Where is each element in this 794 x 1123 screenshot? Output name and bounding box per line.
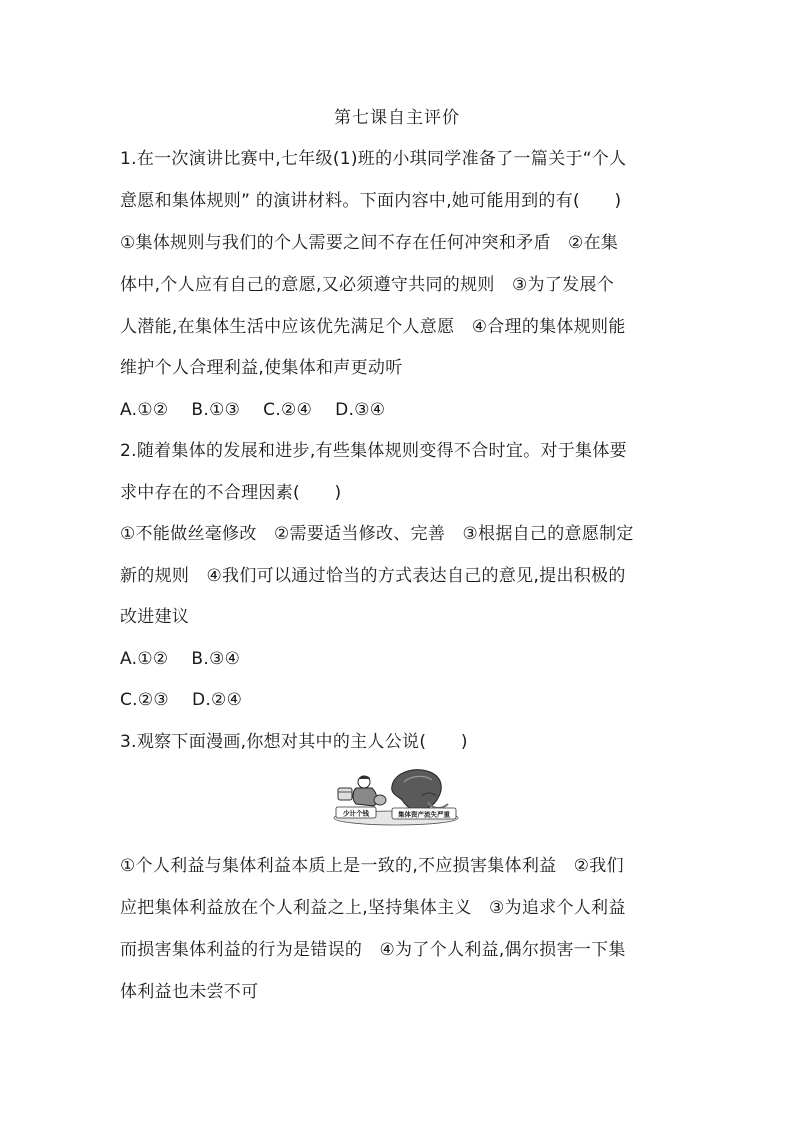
cartoon-illustration: [330, 766, 460, 828]
cartoon-label-left: 少计个钱: [343, 809, 369, 818]
q3-line-1: 3.观察下面漫画,你想对其中的主人公说( ): [120, 732, 468, 752]
q2-options-2: C.②③ D.②④: [120, 690, 243, 710]
q3-answer-line-4: 体利益也未尝不可: [120, 982, 259, 1002]
page-title: 第七课自主评价: [334, 108, 460, 128]
q1-line-3: ①集体规则与我们的个人需要之间不存在任何冲突和矛盾 ②在集: [120, 233, 619, 253]
q2-line-3: ①不能做丝毫修改 ②需要适当修改、完善 ③根据自己的意愿制定: [120, 524, 634, 544]
q2-options-1: A.①② B.③④: [120, 649, 241, 669]
cartoon-label-right: 集体资产流失严重: [398, 810, 450, 819]
q2-line-5: 改进建议: [120, 607, 190, 627]
q2-line-2: 求中存在的不合理因素( ): [120, 483, 342, 503]
q3-answer-line-3: 而损害集体利益的行为是错误的 ④为了个人利益,偶尔损害一下集: [120, 940, 626, 960]
q3-answer-line-2: 应把集体利益放在个人利益之上,坚持集体主义 ③为追求个人利益: [120, 898, 626, 918]
q2-line-4: 新的规则 ④我们可以通过恰当的方式表达自己的意见,提出积极的: [120, 566, 626, 586]
q1-line-2: 意愿和集体规则” 的演讲材料。下面内容中,她可能用到的有( ): [120, 191, 622, 211]
q1-options: A.①② B.①③ C.②④ D.③④: [120, 400, 386, 420]
q1-line-1: 1.在一次演讲比赛中,七年级(1)班的小琪同学准备了一篇关于“个人: [120, 149, 627, 169]
q1-line-6: 维护个人合理利益,使集体和声更动听: [120, 358, 403, 378]
q3-answer-line-1: ①个人利益与集体利益本质上是一致的,不应损害集体利益 ②我们: [120, 856, 624, 876]
q2-line-1: 2.随着集体的发展和进步,有些集体规则变得不合时宜。对于集体要: [120, 441, 627, 461]
q1-line-4: 体中,个人应有自己的意愿,又必须遵守共同的规则 ③为了发展个: [120, 275, 615, 295]
q1-line-5: 人潜能,在集体生活中应该优先满足个人意愿 ④合理的集体规则能: [120, 317, 626, 337]
